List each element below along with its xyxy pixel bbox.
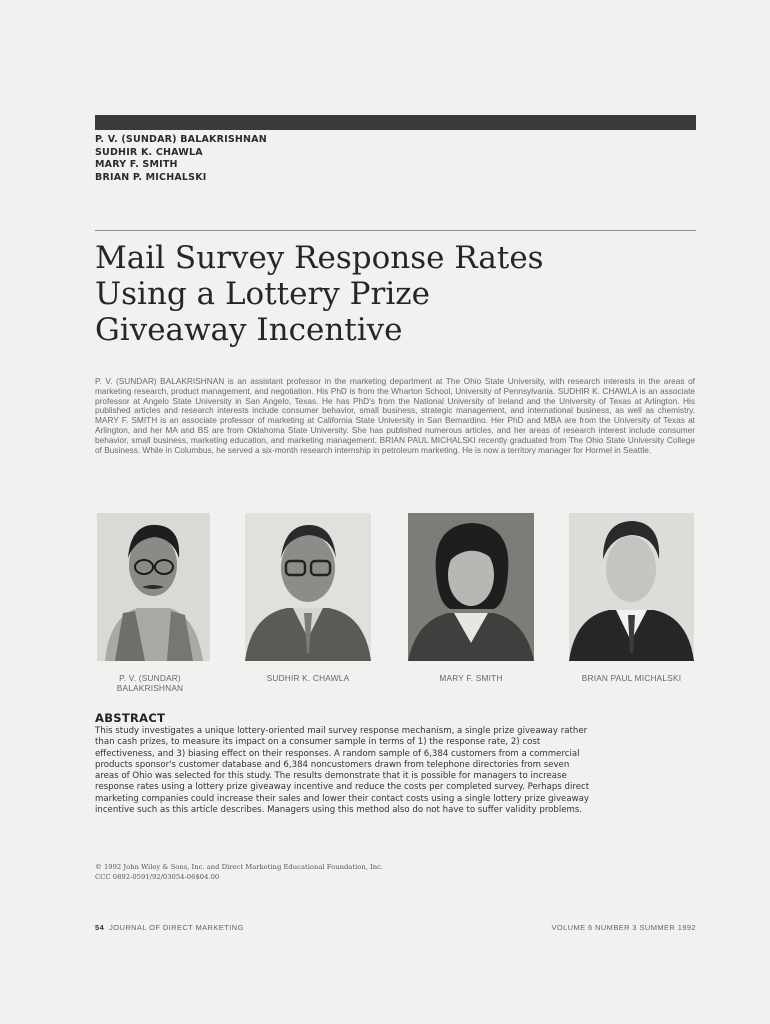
author-name: BRIAN P. MICHALSKI — [95, 171, 207, 183]
photo-caption: SUDHIR K. CHAWLA — [266, 673, 350, 683]
copyright-notice — [95, 862, 383, 882]
author-name: SUDHIR K. CHAWLA — [95, 146, 203, 158]
author-photo — [569, 513, 694, 661]
copyright-line: © 1992 John Wiley & Sons, Inc. and Direct Marketing Educational Foundation, Inc. — [95, 863, 384, 871]
footer-issue: VOLUME 6 NUMBER 3 SUMMER 1992 — [551, 923, 696, 932]
author-photo — [408, 513, 534, 661]
title-line: Using a Lottery Prize — [95, 276, 430, 312]
author-photo — [245, 513, 371, 661]
author-bio: P. V. (SUNDAR) BALAKRISHNAN is an assistant professor in the marketing department at The Ohio State University, with research interests in the areas of marketing research, product management, and negotiation. His PhD is from the Wharton School, University of Pennsylvania. SUDHIR K. CHAWLA is an associate professor at Angelo State University in San Angelo, Texas. He has PhD's from the National University of Ireland and the University of Texas at Arlington. His published articles and research interests include consumer behavior, small business, strategic management, and international business, as well as chemistry. MARY F. SMITH is an associate professor of marketing at California State University in San Bernardino. Her PhD and MBA are from the University of Texas at Arlington, and her MA and BS are from Oklahoma State University. She has published numerous articles, and her areas of research interest include consumer behavior, small business, marketing education, and marketing management. BRIAN PAUL MICHALSKI recently graduated from The Ohio State University College of Business. While in Columbus, he served a six-month research internship in petroleum marketing. He is now a territory manager for Hormel in Seattle. — [95, 376, 695, 455]
author-list — [95, 134, 267, 184]
ccc-code: CCC 0892-0591/92/03054-06$04.00 — [95, 873, 220, 881]
journal-name: JOURNAL OF DIRECT MARKETING — [109, 923, 244, 932]
footer-journal — [95, 923, 244, 932]
title-divider — [95, 230, 696, 231]
article-title — [95, 240, 655, 348]
header-bar — [95, 115, 696, 130]
author-name: P. V. (SUNDAR) BALAKRISHNAN — [95, 134, 267, 145]
title-line: Giveaway Incentive — [95, 312, 403, 348]
title-line: Mail Survey Response Rates — [95, 240, 544, 276]
abstract-text: This study investigates a unique lottery-oriented mail survey response mechanism, a single prize giveaway rather than cash prizes, to measure its impact on a consumer sample in terms of 1) the response rate, 2) cost effectiveness, and 3) biasing effect on their responses. A random sample of 6,384 customers from a commercial products sponsor's customer database and 6,384 noncustomers drawn from telephone directories from seven areas of Ohio was selected for this study. The results demonstrate that it is possible for managers to increase response rates using a lottery prize giveaway incentive and reduce the costs per completed survey. Perhaps direct marketing companies could increase their sales and lower their contact costs using a single lottery prize giveaway incentive such as this article describes. Managers using this method also do not have to suffer validity problems. — [95, 726, 590, 816]
author-photo — [97, 513, 210, 661]
photo-caption: BRIAN PAUL MICHALSKI — [581, 673, 682, 683]
page-number: 54 — [95, 923, 105, 932]
author-name: MARY F. SMITH — [95, 159, 178, 170]
abstract-heading: ABSTRACT — [95, 711, 166, 725]
photo-caption: P. V. (SUNDAR) BALAKRISHNAN — [116, 673, 184, 693]
photo-caption: MARY F. SMITH — [439, 673, 503, 683]
